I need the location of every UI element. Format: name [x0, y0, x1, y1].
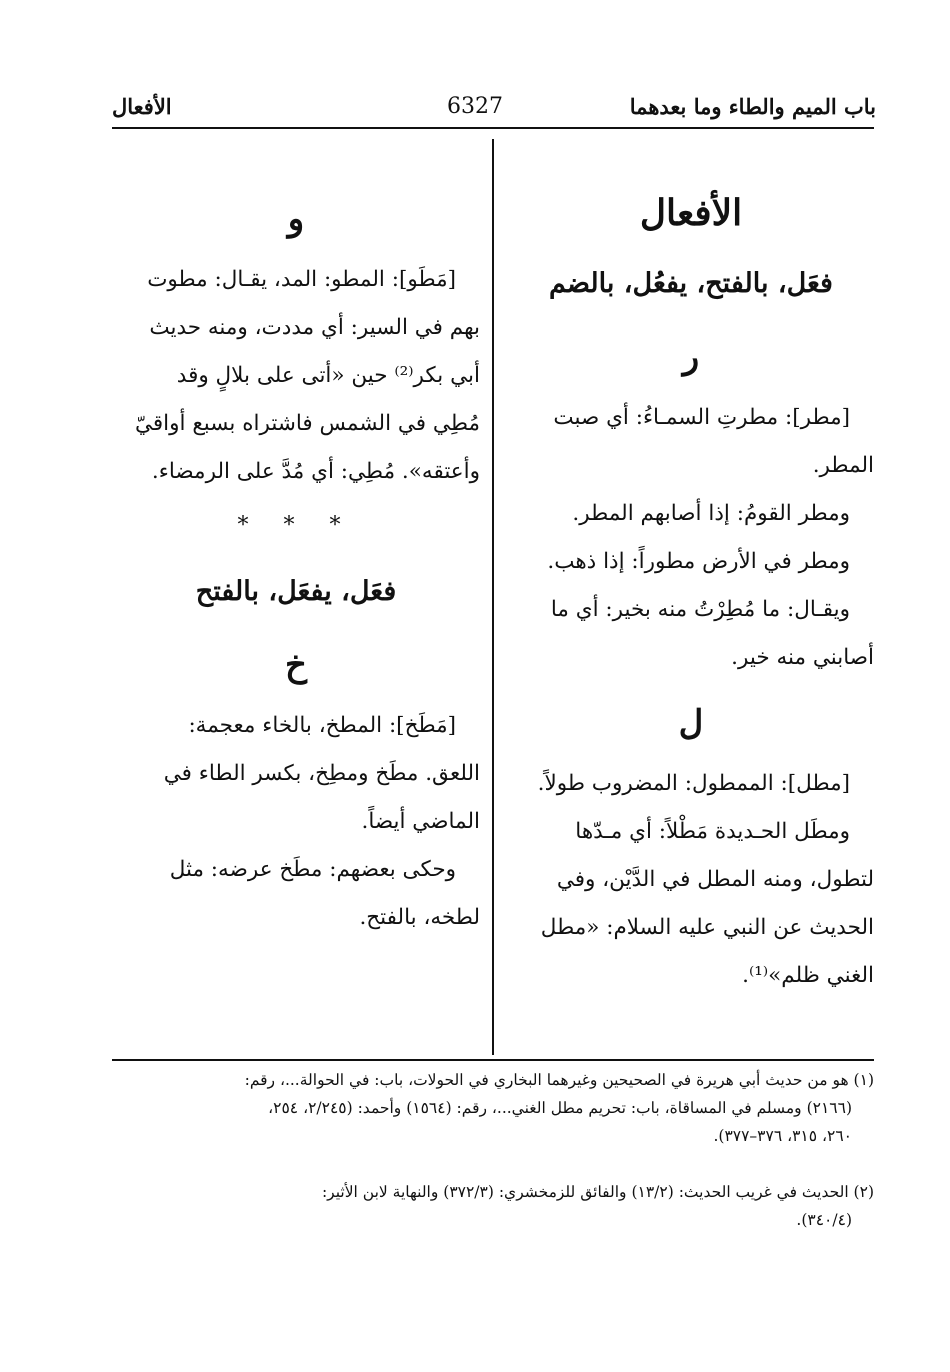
letter-heading-w: و: [287, 199, 305, 239]
footnote-line: (٣٤٠/٤).: [796, 1211, 852, 1229]
entry-line: ومطَل الحـديدة مَطْلاً: أي مـدّها: [575, 819, 850, 844]
entry-paragraph: [508, 586, 874, 682]
section-subtitle: فعَل، بالفتح، يفعُل، بالضم: [549, 268, 833, 299]
entry-line: ومطر في الأرض مطوراً: إذا ذهب.: [547, 549, 850, 574]
entry-matakh: [112, 702, 480, 846]
entry-line: أبي بكر⁽²⁾ حين «أتى على بلالٍ وقد: [176, 363, 480, 388]
running-header-section: الأفعال: [112, 94, 172, 119]
entry-line: بهم في السير: أي مددت، ومنه حديث: [149, 315, 480, 340]
footnote-rule: [112, 1059, 874, 1061]
entry-paragraph: [112, 846, 480, 942]
entry-matal: [مطل]: الممطول: المضروب طولاً.: [537, 771, 850, 796]
entry-line: ويقـال: ما مُطِرْتُ منه بخير: أي ما: [550, 597, 850, 622]
entry-line: أصابني منه خير.: [731, 645, 874, 670]
footnote-line: (١) هو من حديث أبي هريرة في الصحيحين وغيرهما البخاري في الحولات، باب: في الحوالة...، رقم:: [244, 1071, 874, 1089]
letter-heading-kh: خ: [285, 645, 307, 685]
column-divider: [492, 139, 494, 1055]
right-column: [508, 178, 874, 1000]
letter-heading-r: ر: [682, 337, 700, 377]
entry-line: ومطر القومُ: إذا أصابهم المطر.: [572, 501, 850, 526]
footnote-2: [112, 1178, 874, 1234]
entry-line: اللعق. مطَخ ومطِخ، بكسر الطاء في: [163, 761, 480, 786]
entry-line: وحكى بعضهم: مطَخ عرضه: مثل: [169, 857, 456, 882]
letter-heading-l: ل: [678, 703, 704, 743]
entry-line: مُطِي في الشمس فاشتراه بسبع أواقيّ: [134, 411, 480, 436]
entry-matw: [112, 256, 480, 496]
footnote-1: [112, 1066, 874, 1150]
section-title: الأفعال: [639, 192, 743, 234]
footnote-line: (٢) الحديث في غريب الحديث: (١٣/٢) والفائق للزمخشري: (٣٧٢/٣) والنهاية لابن الأثير:: [321, 1183, 874, 1201]
entry-line: وأعتقه». مُطِي: أي مُدَّ على الرمضاء.: [151, 459, 480, 484]
entry-line: المطر.: [812, 453, 874, 478]
entry-line: [مطر]: مطرتِ السمـاءُ: أي صبت: [553, 405, 850, 430]
page-number: 6327: [447, 94, 503, 119]
entry-paragraph: [508, 808, 874, 1000]
section-subtitle: فعَل، يفعَل، بالفتح: [195, 576, 397, 607]
entry-line: [مَطَخ]: المطخ، بالخاء معجمة:: [188, 713, 456, 738]
running-header-chapter: باب الميم والطاء وما بعدهما: [629, 94, 876, 119]
entry-line: الغني ظلم»⁽¹⁾.: [742, 963, 874, 988]
entry-line: لطخه، بالفتح.: [359, 905, 480, 930]
header-rule: [112, 127, 874, 129]
entry-line: الماضي أيضاً.: [361, 809, 480, 834]
footnote-line: (٢١٦٦) ومسلم في المساقاة، باب: تحريم مطل الغني...، رقم: (١٥٦٤) وأحمد: (٢/٢٤٥، ٢٥٤،: [268, 1099, 852, 1117]
left-column: [112, 178, 480, 942]
entry-line: لتطول، ومنه المطل في الدَّيْن، وفي: [556, 867, 874, 892]
footnote-line: ٢٦٠، ٣١٥، ٣٧٦–٣٧٧).: [713, 1127, 852, 1145]
entry-line: [مَطَو]: المطو: المد، يقـال: مطوت: [147, 267, 456, 292]
entry-matar: [508, 394, 874, 490]
section-separator: * * *: [237, 513, 355, 538]
entry-line: الحديث عن النبي عليه السلام: «مطل: [540, 915, 874, 940]
